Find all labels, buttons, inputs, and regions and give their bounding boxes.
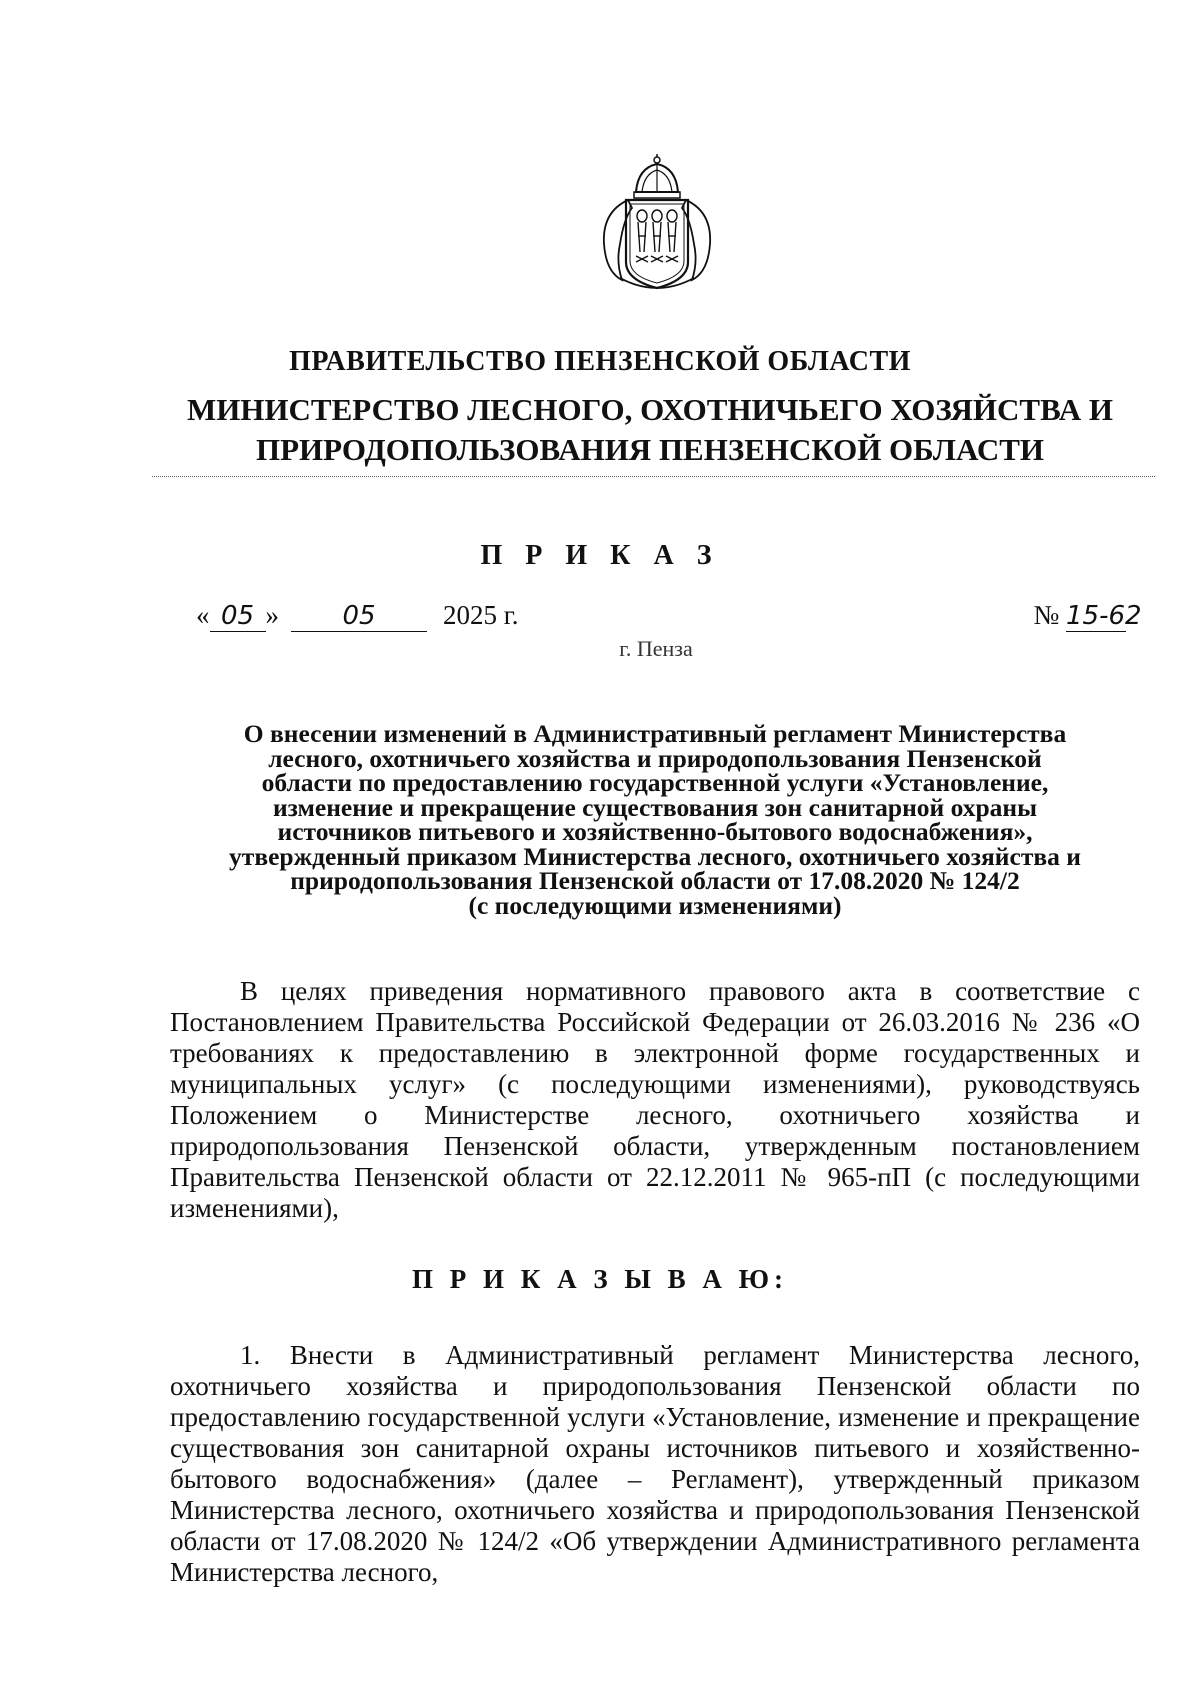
- title-line: области по предоставлению государственной услуги «Установление,: [261, 768, 1049, 797]
- document-title: [170, 719, 1140, 920]
- date-number-row: [196, 600, 1142, 636]
- order-heading: П Р И К А З Ы В А Ю:: [412, 1264, 788, 1294]
- document-date: [196, 600, 519, 632]
- order-item-1: 1. Внести в Административный регламент Министерства лесного, охотничьего хозяйства и природопользования Пензенской области по предоставлению государственной услуги «Установление, изменение и прекращение существования зон санитарной охраны источников питьевого и хозяйственно-бытового водоснабжения» (далее – Регламент), утвержденный приказом Министерства лесного, охотничьего хозяйства и природопользования Пензенской области от 17.08.2020 № 124/2 «Об утверждении Административного регламента Министерства лесного,: [170, 1340, 1140, 1587]
- coat-of-arms-icon: [598, 152, 716, 294]
- date-close-quote: »: [265, 600, 279, 630]
- ministry-line-2: ПРИРОДОПОЛЬЗОВАНИЯ ПЕНЗЕНСКОЙ ОБЛАСТИ: [255, 432, 1045, 467]
- title-line: утвержденный приказом Министерства лесного, охотничьего хозяйства и: [229, 841, 1081, 871]
- ministry-line-1: МИНИСТЕРСТВО ЛЕСНОГО, ОХОТНИЧЬЕГО ХОЗЯЙСТВА И: [186, 392, 1114, 427]
- number-label: №: [1033, 600, 1060, 630]
- document-number: [1033, 600, 1142, 632]
- number-value: 15-62: [1066, 601, 1142, 631]
- date-day: 05: [210, 601, 266, 632]
- title-line: источников питьевого и хозяйственно-бытового водоснабжения»,: [277, 817, 1033, 846]
- date-open-quote: «: [196, 600, 210, 630]
- title-line: лесного, охотничьего хозяйства и природопользования Пензенской: [268, 743, 1042, 773]
- title-line: изменение и прекращение существования зон санитарной охраны: [272, 792, 1038, 822]
- header-divider: [152, 476, 1155, 477]
- preamble-paragraph: В целях приведения нормативного правового акта в соответствие с Постановлением Правительства Российской Федерации от 26.03.2016 № 236 «О требованиях к предоставлению в электронной форме государственных и муниципальных услуг» (с последующими изменениями), руководствуясь Положением о Министерстве лесного, охотничьего хозяйства и природопользования Пензенской области, утвержденным постановлением Правительства Пензенской области от 22.12.2011 № 965-пП (с последующими изменениями),: [170, 976, 1140, 1223]
- title-line: природопользования Пензенской области от 17.08.2020 № 124/2: [290, 866, 1020, 895]
- date-year: 2025 г.: [443, 600, 519, 630]
- title-line: О внесении изменений в Административный регламент Министерства: [243, 719, 1067, 748]
- city-label: г. Пенза: [619, 636, 693, 661]
- government-heading: ПРАВИТЕЛЬСТВО ПЕНЗЕНСКОЙ ОБЛАСТИ: [289, 346, 911, 377]
- title-line: (с последующими изменениями): [468, 890, 842, 920]
- date-month: 05: [291, 601, 427, 632]
- ministry-heading: [150, 390, 1150, 470]
- coat-of-arms-emblem: [598, 152, 716, 294]
- document-type-heading: П Р И К А З: [480, 540, 720, 571]
